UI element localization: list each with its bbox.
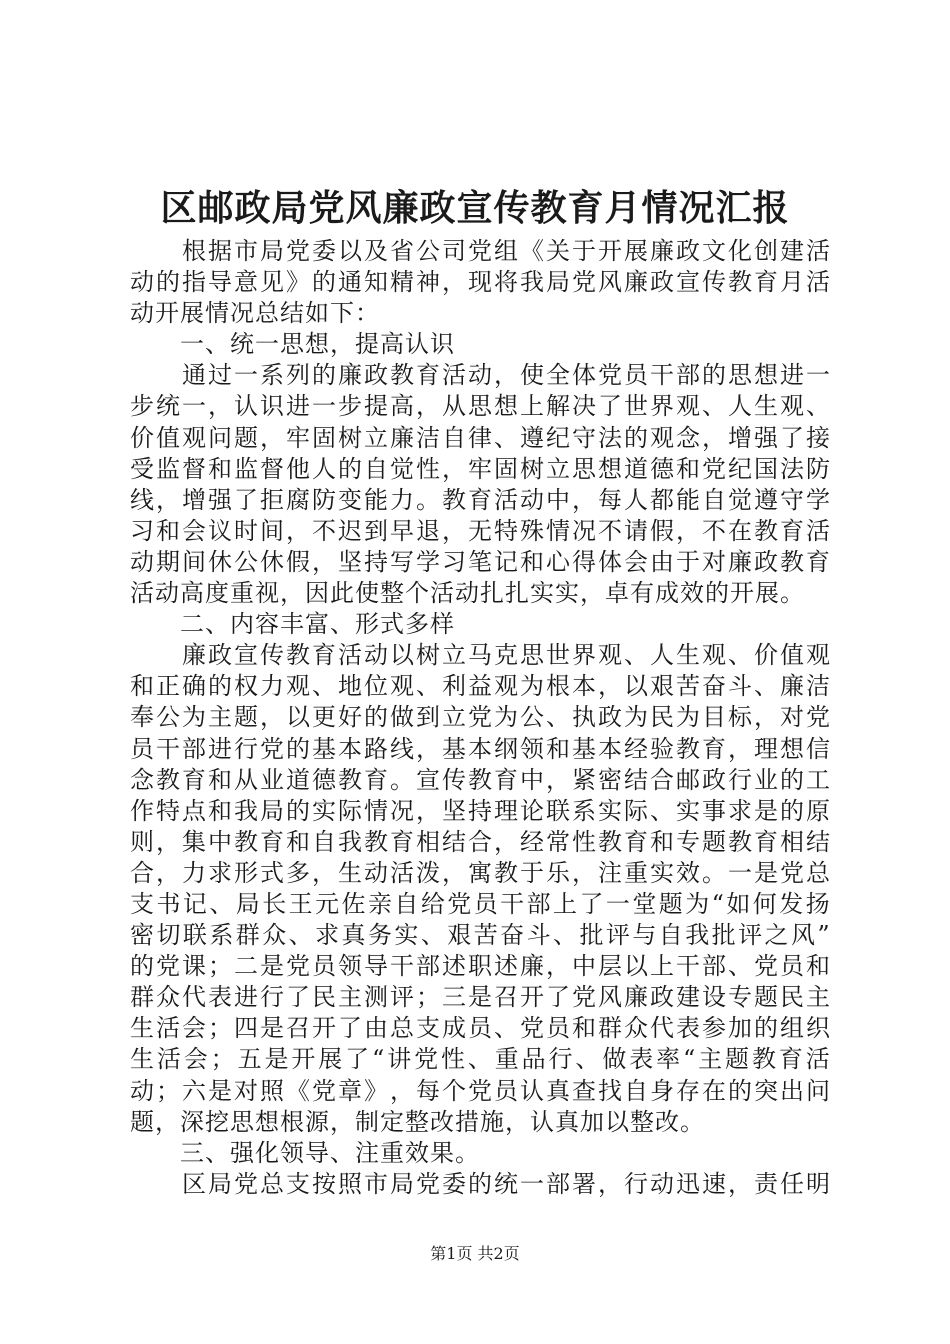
body-line: 群 众 代 表 进 行 了 民 主 测 评 ； 三 是 召 开 了 党 风 廉 政 建 设 专 题 民 主 <box>130 983 830 1012</box>
body-line: 员 干 部 进 行 党 的 基 本 路 线 ， 基 本 纲 领 和 基 本 经 验 教 育 ， 理 想 信 <box>130 734 830 763</box>
body-line: 动 期 间 休 公 休 假 ， 坚 持 写 学 习 笔 记 和 心 得 体 会 由 于 对 廉 政 教 育 <box>130 547 830 576</box>
body-line: 价 值 观 问 题 ， 牢 固 树 立 廉 洁 自 律 、 遵 纪 守 法 的 观 念 ， 增 强 了 接 <box>130 423 830 452</box>
body-line: 廉 政 宣 传 教 育 活 动 以 树 立 马 克 思 世 界 观 、 人 生 观 、 价 值 观 <box>182 641 830 670</box>
body-line: 根 据 市 局 党 委 以 及 省 公 司 党 组 《 关 于 开 展 廉 政 文 化 创 建 活 <box>182 237 830 265</box>
body-line: 步 统 一 ， 认 识 进 一 步 提 高 ， 从 思 想 上 解 决 了 世 界 观 、 人 生 观 、 <box>130 392 830 421</box>
body-line: 活动高度重视，因此使整个活动扎扎实实，卓有成效的开展。 <box>130 579 805 608</box>
body-line: 则 ， 集 中 教 育 和 自 我 教 育 相 结 合 ， 经 常 性 教 育 和 专 题 教 育 相 结 <box>130 827 830 856</box>
body-line: 念 教 育 和 从 业 道 德 教 育 。 宣 传 教 育 中 ， 紧 密 结 合 邮 政 行 业 的 工 <box>130 765 830 794</box>
body-line: 动 ； 六 是 对 照 《 党 章 》 ， 每 个 党 员 认 真 查 找 自 身 存 在 的 突 出 问 <box>130 1076 830 1105</box>
body-line: 生 活 会 ； 五 是 开 展 了 “ 讲 党 性 、 重 品 行 、 做 表 率 “ 主 题 教 育 活 <box>130 1045 830 1074</box>
body-line: 区 局 党 总 支 按 照 市 局 党 委 的 统 一 部 署 ， 行 动 迅 速 ， 责 任 明 <box>182 1169 830 1198</box>
body-line: 三、强化领导、注重效果。 <box>130 1138 480 1167</box>
body-line: 作 特 点 和 我 局 的 实 际 情 况 ， 坚 持 理 论 联 系 实 际 、 实 事 求 是 的 原 <box>130 796 830 825</box>
body-line: 动 的 指 导 意 见 》 的 通 知 精 神 ， 现 将 我 局 党 风 廉 政 宣 传 教 育 月 活 <box>130 268 830 297</box>
body-line: 受 监 督 和 监 督 他 人 的 自 觉 性 ， 牢 固 树 立 思 想 道 德 和 党 纪 国 法 防 <box>130 454 830 483</box>
body-line: 支 书 记 、 局 长 王 元 佐 亲 自 给 党 员 干 部 上 了 一 堂 题 为 “ 如 何 发 扬 <box>130 889 830 918</box>
body-line: 二、内容丰富、形式多样 <box>130 610 455 639</box>
body-line: 密 切 联 系 群 众 、 求 真 务 实 、 艰 苦 奋 斗 、 批 评 与 自 我 批 评 之 风 ” <box>130 921 830 950</box>
body-line: 动开展情况总结如下： <box>130 299 380 328</box>
document-title: 区邮政局党风廉政宣传教育月情况汇报 <box>160 187 790 229</box>
body-line: 的 党 课 ； 二 是 党 员 领 导 干 部 述 职 述 廉 ， 中 层 以 上 干 部 、 党 员 和 <box>130 952 830 981</box>
page-footer: 第1页 共2页 <box>430 1244 520 1263</box>
body-line: 和 正 确 的 权 力 观 、 地 位 观 、 利 益 观 为 根 本 ， 以 艰 苦 奋 斗 、 廉 洁 <box>130 672 830 701</box>
body-line: 一、统一思想，提高认识 <box>130 330 455 359</box>
body-line: 习 和 会 议 时 间 ， 不 迟 到 早 退 ， 无 特 殊 情 况 不 请 假 ， 不 在 教 育 活 <box>130 516 830 545</box>
body-line: 通 过 一 系 列 的 廉 政 教 育 活 动 ， 使 全 体 党 员 干 部 的 思 想 进 一 <box>182 361 830 390</box>
body-line: 合 ， 力 求 形 式 多 ， 生 动 活 泼 ， 寓 教 于 乐 ， 注 重 实 效 。 一 是 党 总 <box>130 858 830 887</box>
body-line: 生 活 会 ； 四 是 召 开 了 由 总 支 成 员 、 党 员 和 群 众 代 表 参 加 的 组 织 <box>130 1014 830 1043</box>
body-line: 奉 公 为 主 题 ， 以 更 好 的 做 到 立 党 为 公 、 执 政 为 民 为 目 标 ， 对 党 <box>130 703 830 732</box>
body-line: 线 ， 增 强 了 拒 腐 防 变 能 力 。 教 育 活 动 中 ， 每 人 都 能 自 觉 遵 守 学 <box>130 485 830 514</box>
document-body <box>130 236 830 1200</box>
body-line: 题，深挖思想根源，制定整改措施，认真加以整改。 <box>130 1107 705 1136</box>
